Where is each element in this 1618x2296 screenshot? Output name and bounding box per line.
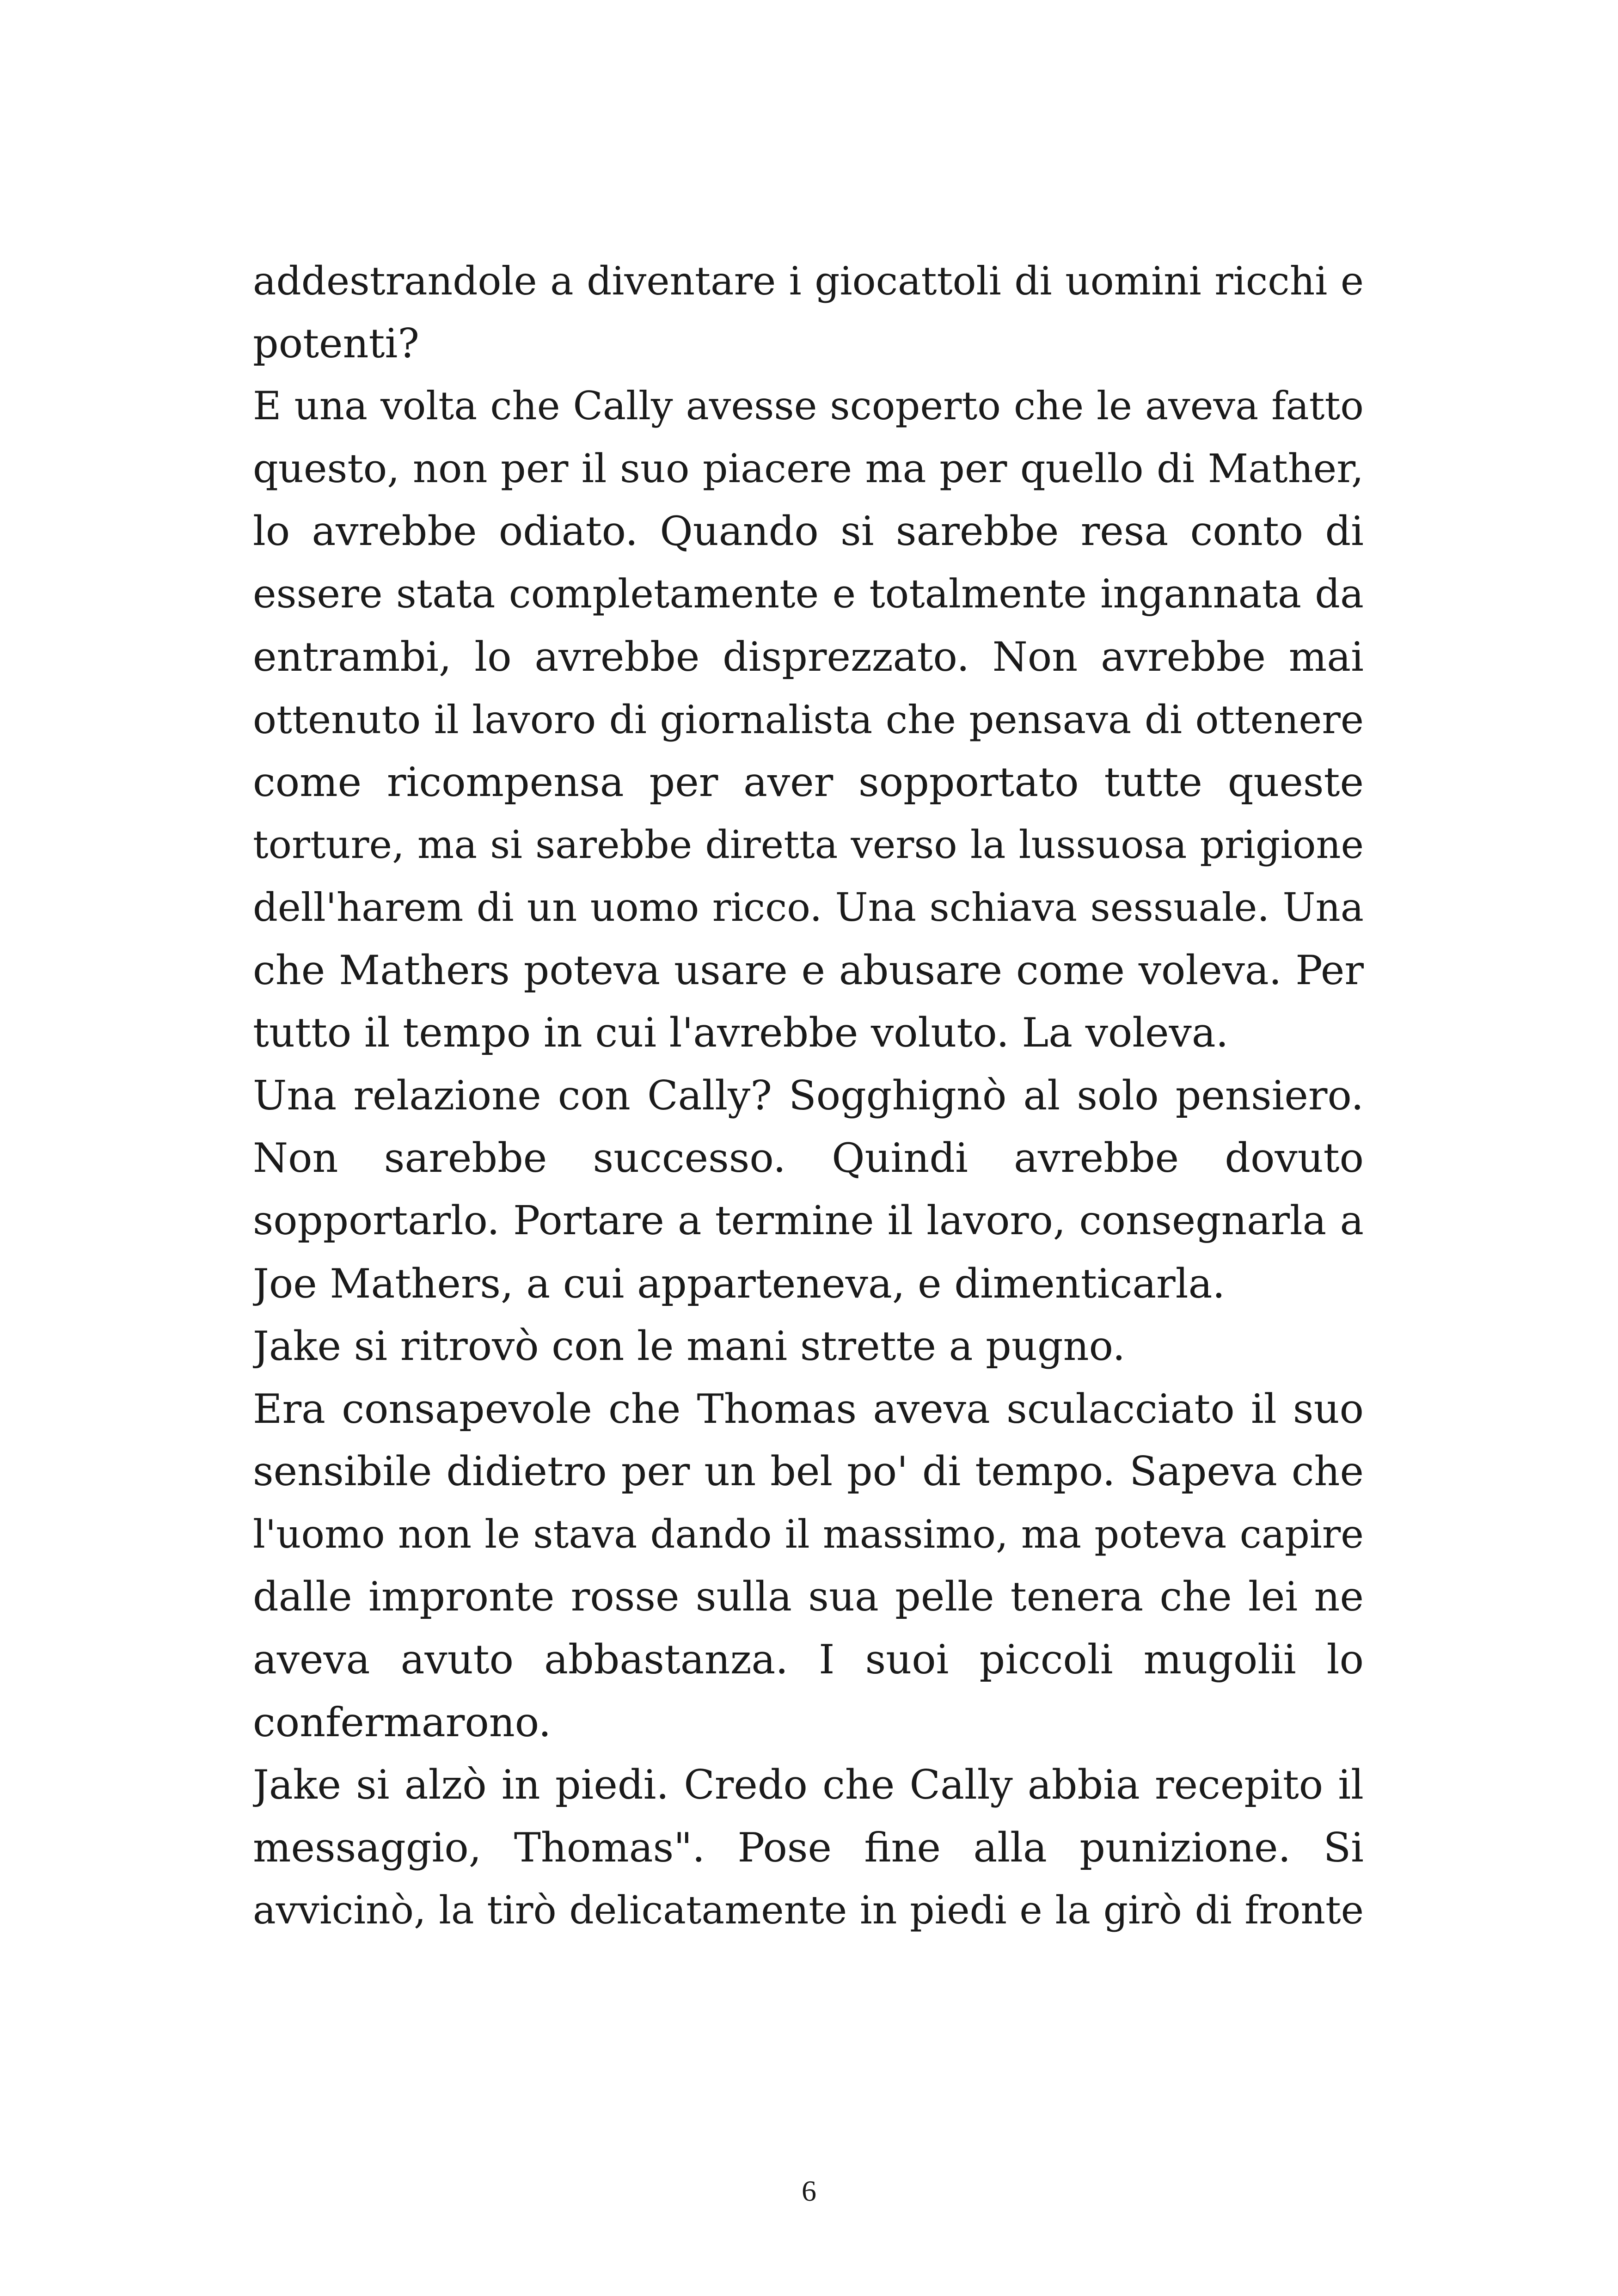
text-line: lo avrebbe odiato. Quando si sarebbe resa conto di: [253, 508, 1364, 555]
body-text: [253, 250, 1364, 1942]
text-line: confermarono.: [253, 1698, 552, 1746]
text-line: entrambi, lo avrebbe disprezzato. Non avrebbe mai: [253, 633, 1364, 680]
text-line: addestrandole a diventare i giocattoli di uomini ricchi e: [253, 258, 1364, 304]
text-line: come ricompensa per aver sopportato tutte queste: [253, 758, 1364, 806]
text-line: messaggio, Thomas". Pose fine alla punizione. Si: [253, 1824, 1364, 1871]
text-line: tutto il tempo in cui l'avrebbe voluto. La voleva.: [253, 1009, 1229, 1057]
text-line: Non sarebbe successo. Quindi avrebbe dovuto: [253, 1134, 1364, 1182]
text-line: Jake si alzò in piedi. Credo che Cally abbia recepito il: [253, 1761, 1364, 1809]
text-line: dalle impronte rosse sulla sua pelle tenera che lei ne: [253, 1573, 1364, 1621]
text-line: Joe Mathers, a cui apparteneva, e dimenticarla.: [253, 1260, 1226, 1307]
text-line: Jake si ritrovò con le mani strette a pugno.: [253, 1322, 1126, 1370]
text-line: dell'harem di un uomo ricco. Una schiava sessuale. Una: [253, 884, 1364, 930]
text-line: l'uomo non le stava dando il massimo, ma poteva capire: [253, 1511, 1364, 1557]
text-line: sopportarlo. Portare a termine il lavoro, consegnarla a: [253, 1197, 1364, 1244]
text-line: ottenuto il lavoro di giornalista che pensava di ottenere: [253, 697, 1364, 743]
text-line: E una volta che Cally avesse scoperto che le aveva fatto: [253, 383, 1364, 429]
text-line: avvicinò, la tirò delicatamente in piedi e la girò di fronte: [253, 1888, 1364, 1933]
text-line: che Mathers poteva usare e abusare come voleva. Per: [253, 946, 1364, 994]
text-line: Una relazione con Cally? Sogghignò al solo pensiero.: [253, 1071, 1364, 1119]
page-number: 6: [802, 2174, 816, 2207]
text-line: questo, non per il suo piacere ma per quello di Mather,: [253, 446, 1364, 492]
text-line: torture, ma si sarebbe diretta verso la lussuosa prigione: [253, 822, 1364, 868]
text-line: essere stata completamente e totalmente ingannata da: [253, 571, 1364, 617]
text-line: potenti?: [253, 319, 419, 367]
text-line: aveva avuto abbastanza. I suoi piccoli mugolii lo: [253, 1636, 1364, 1684]
text-line: sensibile didietro per un bel po' di tempo. Sapeva che: [253, 1448, 1364, 1495]
text-line: Era consapevole che Thomas aveva sculacciato il suo: [253, 1385, 1364, 1433]
